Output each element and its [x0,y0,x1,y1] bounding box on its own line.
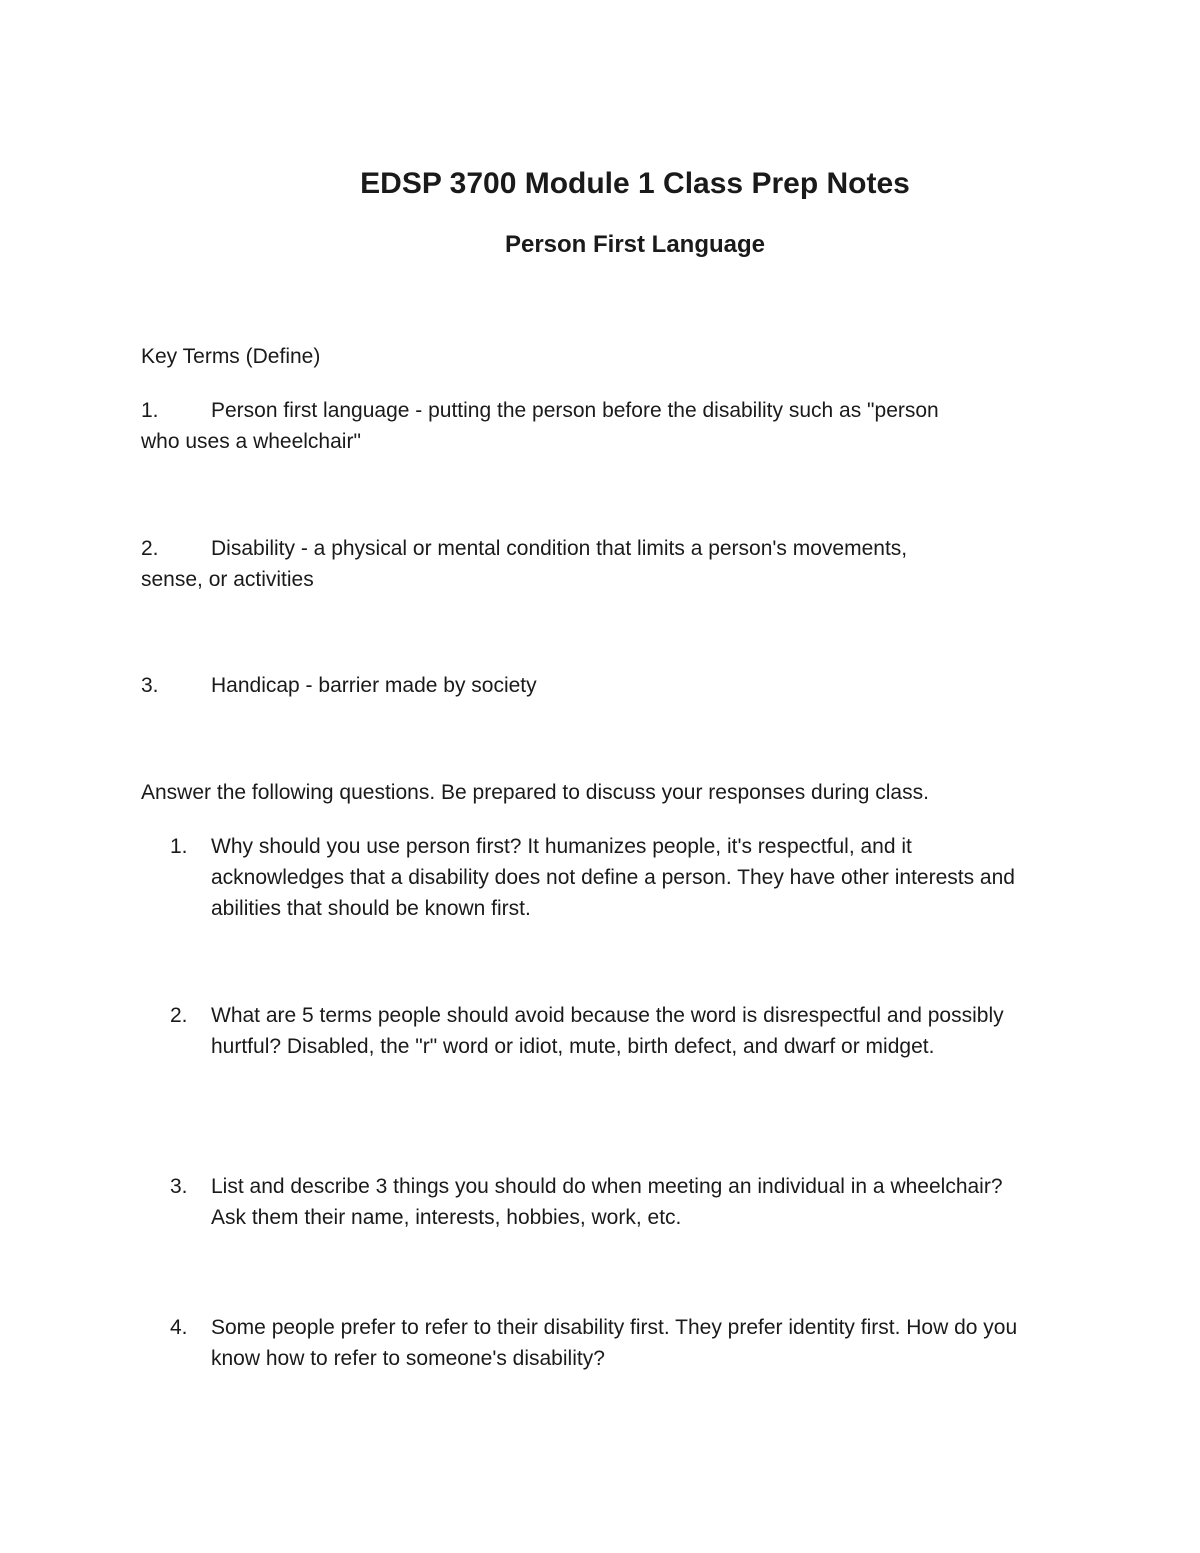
term-number: 2. [141,537,159,560]
term-text: Person first language - putting the person before the disability such as "person [211,399,939,422]
term-item-1 [141,395,1041,457]
question-item-2 [170,1000,1042,1062]
term-number: 3. [141,674,159,697]
document-subtitle: Person First Language [504,231,766,258]
question-text: List and describe 3 things you should do when meeting an individual in a wheelchair? Ask them their name, interests, hobbies, work, etc. [211,1175,1003,1229]
term-item-3 [141,670,1041,701]
question-text: Some people prefer to refer to their disability first. They prefer identity first. How do you know how to refer to someone's disability? [211,1316,1018,1370]
term-text-continued: who uses a wheelchair" [141,430,361,453]
question-number: 1. [170,835,188,858]
question-number: 3. [170,1175,188,1198]
term-text: Handicap - barrier made by society [211,674,537,697]
term-item-2 [141,533,1041,595]
key-terms-heading: Key Terms (Define) [141,345,321,368]
question-number: 4. [170,1316,188,1339]
question-item-4 [170,1312,1042,1374]
question-item-1 [170,831,1042,924]
document-title: EDSP 3700 Module 1 Class Prep Notes [360,167,910,200]
term-text-continued: sense, or activities [141,568,314,591]
term-text: Disability - a physical or mental condition that limits a person's movements, [211,537,908,560]
question-text: What are 5 terms people should avoid because the word is disrespectful and possibly hurtful? Disabled, the "r" word or idiot, mute, birth defect, and dwarf or midget. [211,1004,1004,1058]
term-number: 1. [141,399,159,422]
question-item-3 [170,1171,1042,1233]
question-number: 2. [170,1004,188,1027]
questions-intro: Answer the following questions. Be prepared to discuss your responses during class. [141,781,929,804]
question-text: Why should you use person first? It humanizes people, it's respectful, and it acknowledges that a disability does not define a person. They have other interests and abilities that should be known first. [211,835,1015,920]
